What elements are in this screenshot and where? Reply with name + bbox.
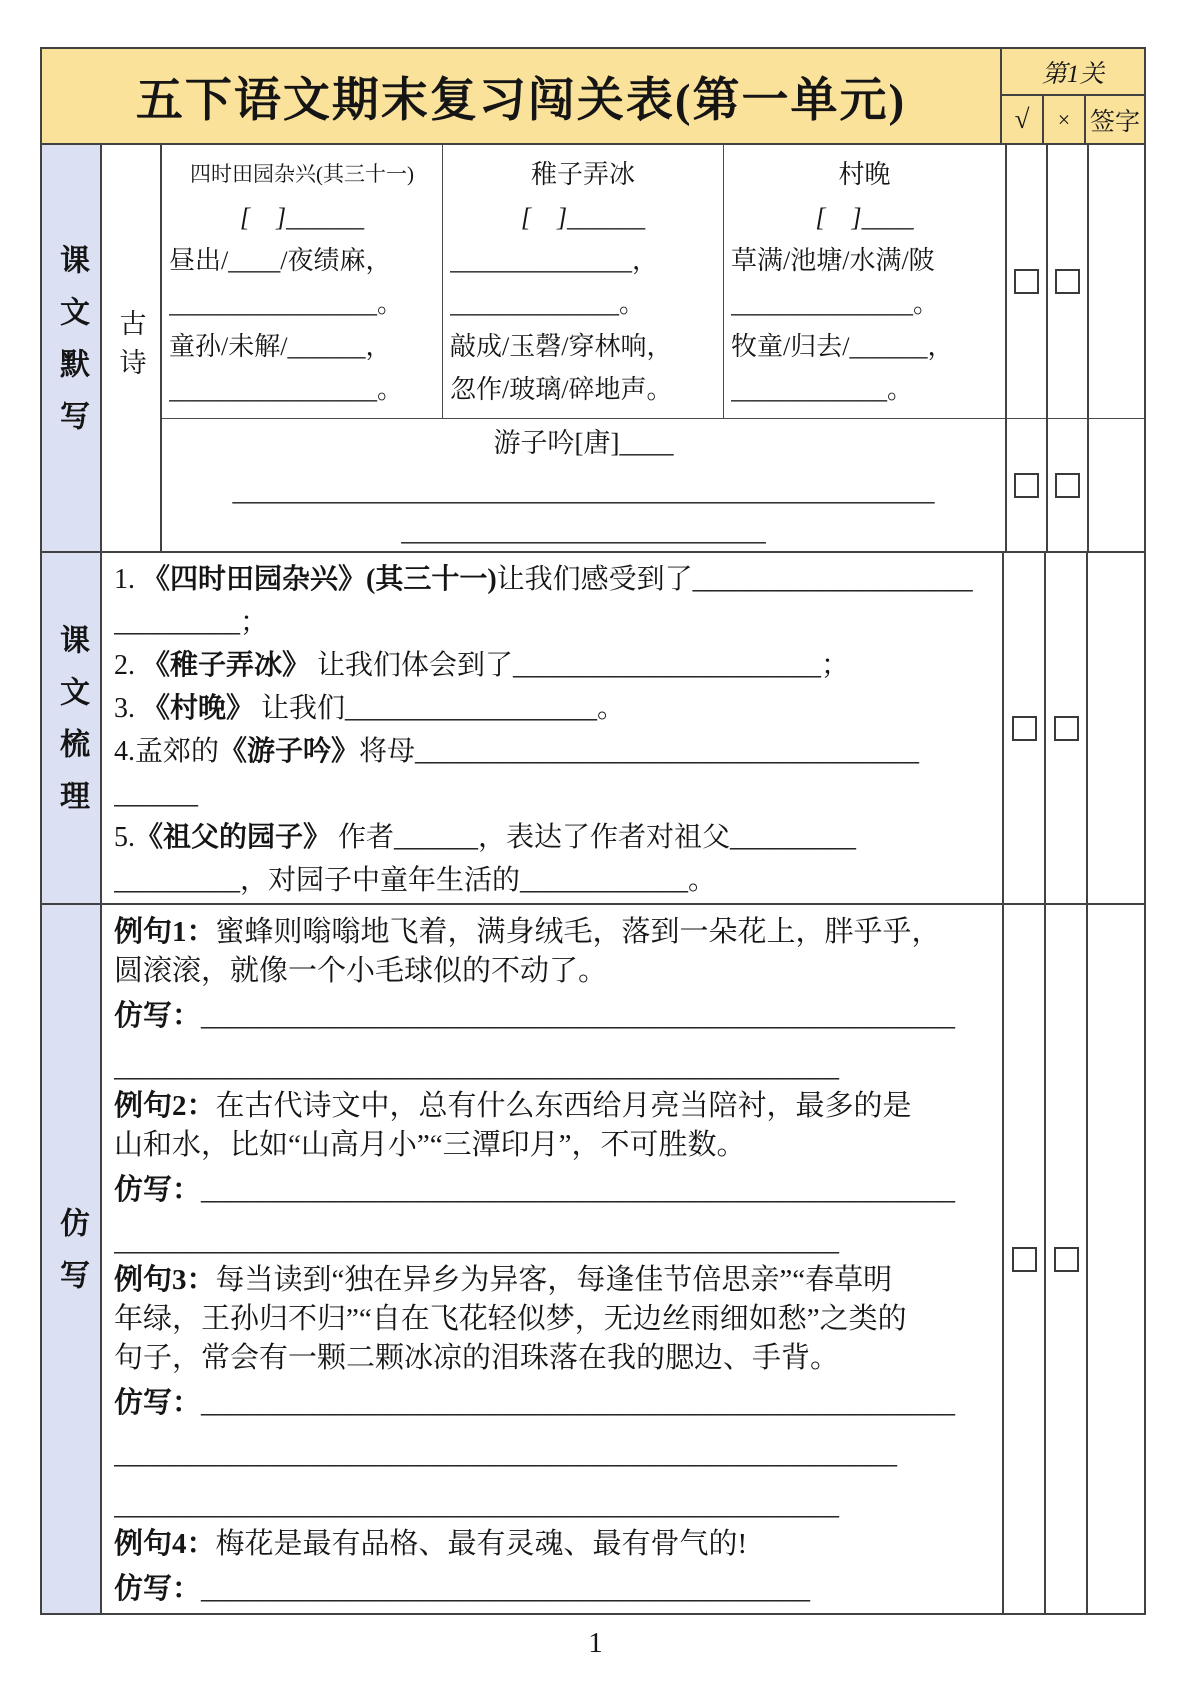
section-kewen-moxie (42, 145, 1144, 551)
pass-checkbox[interactable] (1014, 473, 1039, 498)
worksheet-table (40, 47, 1146, 1615)
poem-cell-sishi-tianyuan-zaxing (162, 145, 443, 418)
poem-line: 敲成/玉磬/穿林响， (450, 332, 673, 361)
header-right-block (1002, 49, 1144, 143)
check-col-header: √ (1002, 96, 1044, 143)
pass-checkbox[interactable] (1012, 716, 1037, 741)
sign-column (1086, 905, 1144, 1613)
blank-line: __________________________________________________ (114, 1489, 839, 1521)
fail-checkbox[interactable] (1055, 269, 1080, 294)
poem-line: 草满/池塘/水满/陂 (731, 246, 935, 275)
example-sentence: 圆滚滚，就像一个小毛球似的不动了。 (114, 955, 608, 987)
blank-line: __________________________________________________ (114, 1051, 839, 1083)
blank-line: ________________。 (169, 375, 404, 404)
review-line: 4.孟郊的《游子吟》将母____________________________________ (114, 736, 920, 767)
imitate-blocks (102, 905, 1002, 1613)
cross-col-header: × (1044, 96, 1086, 143)
blank-line: ___________________________ (401, 516, 766, 546)
review-line: 5.《祖父的园子》 作者______，表达了作者对祖父_________ (114, 822, 857, 853)
example-block-1 (114, 913, 988, 1087)
header-row (42, 49, 1144, 145)
review-line: 2. 《稚子弄冰》 让我们体会到了______________________； (114, 650, 850, 681)
poem-title: 四时田园杂兴(其三十一) (190, 162, 414, 186)
blank-line: ______ (114, 779, 198, 810)
cross-column (1044, 905, 1086, 1613)
section-label-kewen-moxie: 课文默写 (42, 145, 102, 551)
poem-line: 忽作/玻璃/碎地声。 (450, 375, 673, 404)
blank-line: ______________。 (731, 289, 940, 318)
cross-column (1046, 145, 1087, 551)
pass-checkbox[interactable] (1012, 1247, 1037, 1272)
example-block-2 (114, 1087, 988, 1261)
example-sentence: 例句3：每当读到“独在异乡为异客，每逢佳节倍思亲”“春草明 (114, 1264, 893, 1296)
check-column (1002, 905, 1044, 1613)
poem-cell-youziyin (162, 419, 1005, 551)
pass-checkbox[interactable] (1014, 269, 1039, 294)
section-label-fangxie: 仿写 (42, 905, 102, 1613)
blank-line: ______________________________________________________ (114, 1438, 897, 1470)
sign-cell[interactable] (1088, 905, 1144, 1613)
review-line: _________，对园子中童年生活的____________。 (114, 865, 717, 896)
section-kewen-shuli (42, 551, 1144, 903)
section-label-kewen-shuli: 课文梳理 (42, 553, 102, 903)
blank-line: ________________。 (169, 289, 404, 318)
example-sentence: 例句2：在古代诗文中，总有什么东西给月亮当陪衬，最多的是 (114, 1090, 912, 1122)
fail-checkbox[interactable] (1055, 473, 1080, 498)
review-line: 1. 《四时田园杂兴》(其三十一)让我们感受到了____________________ (114, 564, 973, 595)
poem-line: 童孙/未解/______， (169, 332, 392, 361)
poem-cell-zhizi-nongbing (443, 145, 724, 418)
example-sentence: 例句4：梅花是最有品格、最有灵魂、最有骨气的! (114, 1528, 748, 1560)
sign-col-header: 签字 (1089, 108, 1140, 136)
poem-byline-blank: [ ]____ (815, 203, 914, 232)
section-fangxie (42, 903, 1144, 1613)
imitate-answer-line: 仿写：__________________________________________ (114, 1573, 811, 1605)
check-column (1002, 553, 1044, 903)
blank-line: ____________________________________________________ (201, 1174, 956, 1206)
page-number: 1 (588, 1627, 603, 1659)
blank-line: ____________________________________________________ (232, 476, 935, 506)
check-column (1005, 145, 1046, 551)
poem-row (162, 145, 1005, 419)
imitate-answer-line: 仿写：____________________________________________________ (114, 1174, 956, 1206)
blank-line: ____________________________________________________ (201, 1387, 956, 1419)
poem-line: 昼出/____/夜绩麻， (169, 246, 392, 275)
poem-byline-blank: [ ]______ (239, 203, 365, 232)
blank-line: _____________。 (450, 289, 646, 318)
blank-line: ____________________________________________________ (201, 1000, 956, 1032)
blank-line: _________； (114, 607, 269, 638)
example-sentence: 句子，常会有一颗二颗冰凉的泪珠落在我的腮边、手背。 (114, 1342, 840, 1374)
poem-cell-cun-wan (724, 145, 1005, 418)
cross-column (1044, 553, 1086, 903)
round-label: 第1关 (1002, 49, 1144, 96)
review-items (102, 553, 1002, 903)
poem-line: 牧童/归去/______， (731, 332, 954, 361)
worksheet-title: 五下语文期末复习闯关表(第一单元) (42, 49, 1002, 143)
example-sentence: 山和水，比如“山高月小”“三潭印月”，不可胜数。 (114, 1129, 746, 1161)
fail-checkbox[interactable] (1054, 1247, 1079, 1272)
example-sentence: 例句1：蜜蜂则嗡嗡地飞着，满身绒毛，落到一朵花上，胖乎乎， (114, 916, 941, 948)
imitate-answer-line: 仿写：____________________________________________________ (114, 1000, 956, 1032)
poem-title: 游子吟[唐]____ (493, 428, 674, 458)
blank-line: ______________， (450, 246, 659, 275)
sign-cell[interactable] (1088, 553, 1144, 903)
example-sentence: 年绿，王孙归不归”“自在飞花轻似梦，无边丝雨细如愁”之类的 (114, 1303, 907, 1335)
poem-title: 稚子弄冰 (530, 160, 635, 189)
sign-cell[interactable] (1089, 419, 1144, 551)
sign-cell[interactable] (1089, 145, 1144, 419)
blank-line: __________________________________________ (201, 1573, 811, 1605)
gushi-label: 古诗 (102, 145, 162, 551)
example-block-4 (114, 1525, 988, 1609)
review-line: 3. 《村晚》 让我们__________________。 (114, 693, 626, 724)
imitate-answer-line: 仿写：____________________________________________________ (114, 1387, 956, 1419)
sign-column (1086, 553, 1144, 903)
fail-checkbox[interactable] (1054, 716, 1079, 741)
poem-title: 村晚 (838, 160, 891, 189)
example-block-3 (114, 1261, 988, 1525)
poem-byline-blank: [ ]______ (520, 203, 646, 232)
blank-line: __________________________________________________ (114, 1225, 839, 1257)
blank-line: ____________。 (731, 375, 914, 404)
sign-column (1087, 145, 1144, 551)
